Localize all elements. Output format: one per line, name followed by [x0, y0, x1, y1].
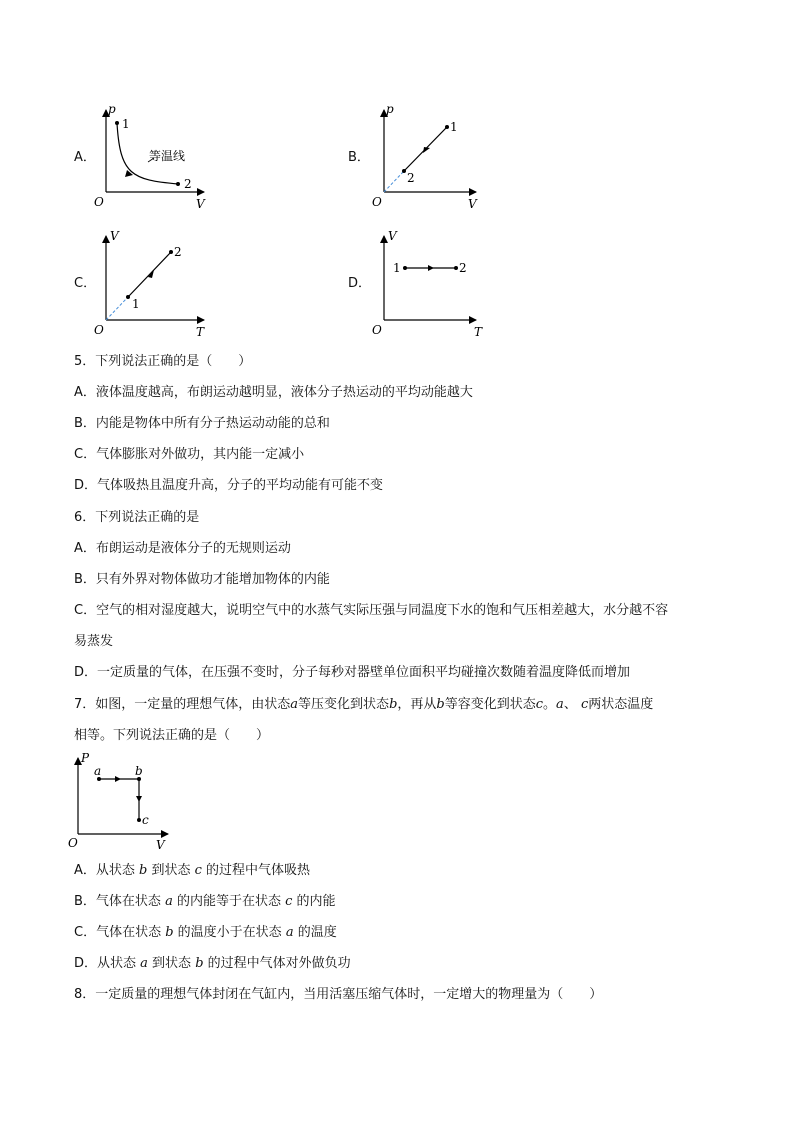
graph-a-curve-label: 等温线 — [149, 149, 186, 163]
graph-d-vt — [370, 226, 490, 338]
q6-option-a: A．布朗运动是液体分子的无规则运动 — [74, 541, 291, 556]
svg-text:T: T — [474, 325, 483, 338]
q7-option-b: B．气体在状态 a 的内能等于在状态 c 的内能 — [74, 894, 336, 909]
svg-text:V: V — [156, 838, 165, 852]
svg-text:V: V — [388, 229, 397, 243]
graph-b-isobaric — [370, 100, 490, 212]
graph-a-point-2-label: 2 — [184, 177, 192, 191]
graph-c-vt — [92, 226, 222, 338]
svg-text:1: 1 — [393, 261, 401, 275]
svg-text:p: p — [386, 102, 394, 116]
svg-text:b: b — [135, 764, 143, 778]
option-c-label: C． — [74, 276, 97, 291]
svg-text:V: V — [468, 197, 477, 211]
q5-option-a: A．液体温度越高，布朗运动越明显，液体分子热运动的平均动能越大 — [74, 385, 473, 400]
svg-text:a: a — [94, 764, 102, 778]
svg-text:O: O — [68, 836, 78, 850]
svg-text:V: V — [110, 229, 119, 243]
q7-option-a: A．从状态 b 到状态 c 的过程中气体吸热 — [74, 863, 311, 878]
q6-option-c-cont: 易蒸发 — [74, 634, 114, 649]
q6-option-b: B．只有外界对物体做功才能增加物体的内能 — [74, 572, 330, 587]
graph-a-x-label: V — [196, 197, 205, 211]
graph-a-y-label: p — [108, 102, 116, 116]
q7-pv-graph — [68, 750, 178, 852]
q5-stem: 5．下列说法正确的是（ ） — [74, 354, 252, 369]
svg-text:T: T — [196, 325, 205, 338]
q5-option-b: B．内能是物体中所有分子热运动动能的总和 — [74, 416, 330, 431]
svg-text:1: 1 — [132, 297, 140, 311]
q7-stem: 7．如图，一定量的理想气体，由状态a等压变化到状态b，再从b等容变化到状态c。a、 c两状态温度 — [74, 697, 654, 712]
q6-option-c: C．空气的相对湿度越大，说明空气中的水蒸气实际压强与同温度下水的饱和气压相差越大，水分越不容 — [74, 603, 669, 618]
q5-option-c: C．气体膨胀对外做功，其内能一定减小 — [74, 447, 305, 462]
option-a-label: A． — [74, 150, 96, 165]
q5-option-d: D．气体吸热且温度升高，分子的平均动能有可能不变 — [74, 478, 384, 493]
svg-text:c: c — [142, 813, 149, 827]
svg-text:O: O — [372, 323, 382, 337]
q7-option-c: C．气体在状态 b 的温度小于在状态 a 的温度 — [74, 925, 337, 940]
graph-a-point-2 — [176, 182, 180, 186]
svg-text:2: 2 — [407, 171, 415, 185]
q6-option-d: D．一定质量的气体，在压强不变时，分子每秒对器壁单位面积平均碰撞次数随着温度降低而增加 — [74, 665, 631, 680]
svg-text:1: 1 — [450, 120, 458, 134]
q7-option-d: D．从状态 a 到状态 b 的过程中气体对外做负功 — [74, 956, 351, 971]
svg-text:2: 2 — [174, 245, 182, 259]
q8-stem: 8．一定质量的理想气体封闭在气缸内，当用活塞压缩气体时，一定增大的物理量为（ ） — [74, 987, 603, 1002]
graph-a-point-1 — [115, 121, 119, 125]
svg-text:O: O — [94, 323, 104, 337]
svg-text:2: 2 — [459, 261, 467, 275]
option-b-label: B． — [348, 150, 370, 165]
q6-stem: 6．下列说法正确的是 — [74, 510, 200, 525]
svg-text:O: O — [372, 195, 382, 209]
graph-b-dashed-extension — [384, 171, 404, 192]
graph-a-arrow — [125, 170, 133, 177]
svg-text:P: P — [81, 751, 90, 765]
option-d-label: D． — [348, 276, 372, 291]
q7-stem-line2: 相等。下列说法正确的是（ ） — [74, 728, 270, 743]
graph-a-origin: O — [94, 195, 104, 209]
graph-a-isotherm — [92, 100, 222, 212]
graph-a-point-1-label: 1 — [122, 117, 130, 131]
